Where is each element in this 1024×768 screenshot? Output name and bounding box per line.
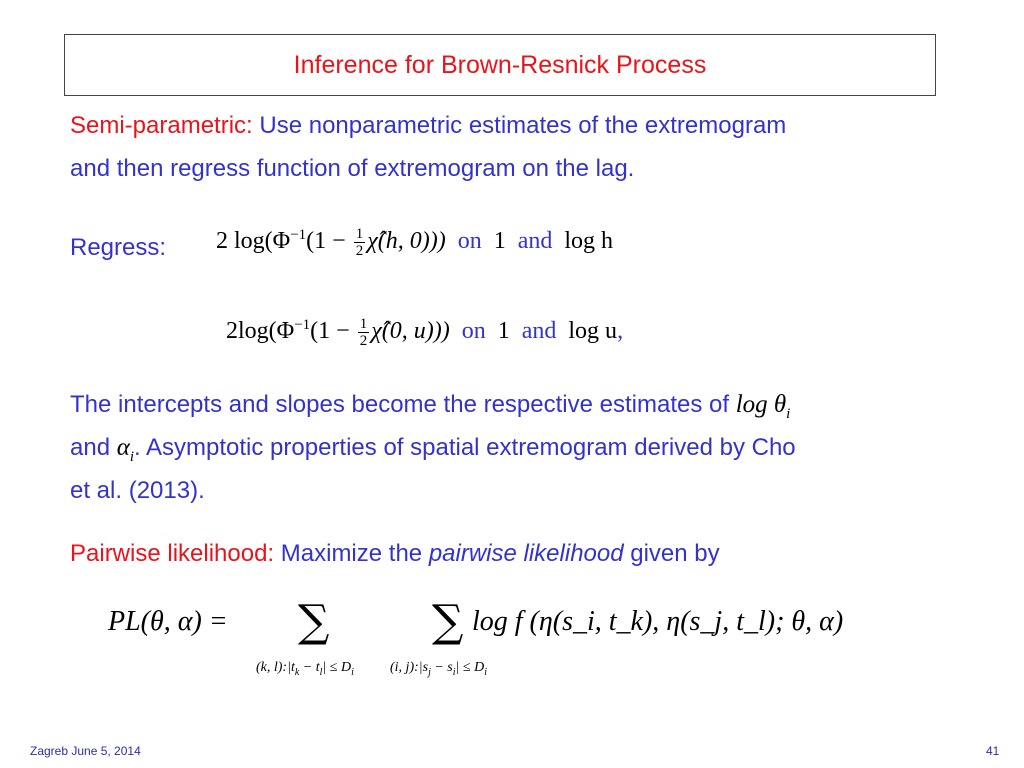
slide-title: Inference for Brown-Resnick Process	[293, 50, 707, 79]
eq1-fraction	[354, 226, 366, 259]
log-theta-sub: i	[786, 406, 791, 422]
eq2-mid: (1 −	[310, 318, 350, 345]
intercepts-line-3	[70, 469, 205, 512]
log-theta: log θ	[735, 391, 787, 418]
eq2-tail: log u	[568, 318, 618, 345]
slide-title-box	[64, 34, 936, 96]
sum2-sub-b: j	[428, 666, 431, 678]
intercepts-and: and	[70, 434, 111, 461]
intercepts-math-2	[116, 434, 135, 465]
sum1-sub-c: − t	[299, 660, 320, 675]
sum-symbol-1: ∑	[298, 596, 330, 647]
sum-2-subscript	[390, 660, 487, 678]
eq1-chi: χ̂(h, 0)))	[367, 228, 446, 255]
regress-equation-2	[226, 316, 623, 349]
eq2-comma: ,	[617, 318, 624, 345]
semi-parametric-line-2	[70, 147, 634, 190]
sum1-sub-d: l	[319, 666, 323, 678]
footer-location-date: Zagreb June 5, 2014	[30, 744, 141, 758]
sum2-sub-c: − s	[430, 660, 453, 675]
alpha-sub: i	[129, 449, 135, 465]
pairwise-line	[70, 532, 720, 575]
sum2-sub-f: i	[484, 666, 487, 678]
sum-symbol-2: ∑	[432, 596, 464, 647]
intercepts-math-1	[735, 391, 791, 422]
pairwise-text-em: pairwise likelihood	[428, 540, 624, 567]
intercepts-text-3: et al. (2013).	[70, 477, 205, 504]
eq1-tail: log h	[564, 228, 614, 255]
eq1-mid: (1 −	[306, 228, 346, 255]
sum2-sub-e: | ≤ D	[455, 660, 485, 675]
pairwise-label: Pairwise likelihood:	[70, 540, 275, 567]
eq1-prefix: 2 log(Φ	[216, 228, 291, 255]
eq2-sup: −1	[294, 317, 311, 334]
sum-1-subscript	[256, 660, 354, 678]
sum1-sub-a: (k, l):|t	[256, 660, 295, 675]
semi-parametric-text-2: and then regress function of extremogram on the lag.	[70, 155, 635, 182]
eq2-prefix: 2log(Φ	[226, 318, 295, 345]
eq2-on: on	[461, 318, 486, 345]
eq2-frac-den: 2	[359, 333, 368, 349]
semi-parametric-label: Semi-parametric:	[70, 112, 253, 139]
pl-body	[472, 606, 843, 638]
sum1-sub-b: k	[294, 666, 300, 678]
alpha: α	[116, 434, 130, 461]
eq1-and: and	[517, 228, 553, 255]
pl-lhs: PL(θ, α) =	[108, 606, 228, 637]
pairwise-text-b: given by	[630, 540, 720, 567]
sum1-sub-e: | ≤ D	[322, 660, 352, 675]
intercepts-text-2: . Asymptotic properties of spatial extremogram derived by Cho	[134, 434, 796, 461]
pl-equation	[108, 606, 228, 638]
eq2-frac-num: 1	[359, 316, 368, 332]
semi-parametric-text-1: Use nonparametric estimates of the extremogram	[259, 112, 787, 139]
eq2-one: 1	[497, 318, 510, 345]
sum2-sub-a: (i, j):|s	[390, 660, 429, 675]
regress-equation-1	[216, 226, 613, 259]
intercepts-text-1: The intercepts and slopes become the respective estimates of	[70, 391, 730, 418]
sum2-sub-d: i	[452, 666, 456, 678]
eq1-one: 1	[493, 228, 506, 255]
eq1-on: on	[457, 228, 482, 255]
eq1-frac-den: 2	[355, 243, 364, 259]
eq2-and: and	[521, 318, 557, 345]
semi-parametric-line-1	[70, 104, 786, 147]
page-number: 41	[986, 744, 1000, 758]
regress-label: Regress:	[70, 234, 167, 261]
pairwise-text-a: Maximize the	[280, 540, 423, 567]
eq1-frac-num: 1	[355, 226, 364, 242]
sum1-sub-f: i	[351, 666, 354, 678]
eq2-chi: χ̂(0, u)))	[371, 318, 450, 345]
regress-label-line	[70, 226, 166, 269]
eq2-fraction	[358, 316, 370, 349]
pl-body-text: log f (η(s_i, t_k), η(s_j, t_l); θ, α)	[472, 606, 844, 637]
eq1-sup: −1	[290, 227, 307, 244]
